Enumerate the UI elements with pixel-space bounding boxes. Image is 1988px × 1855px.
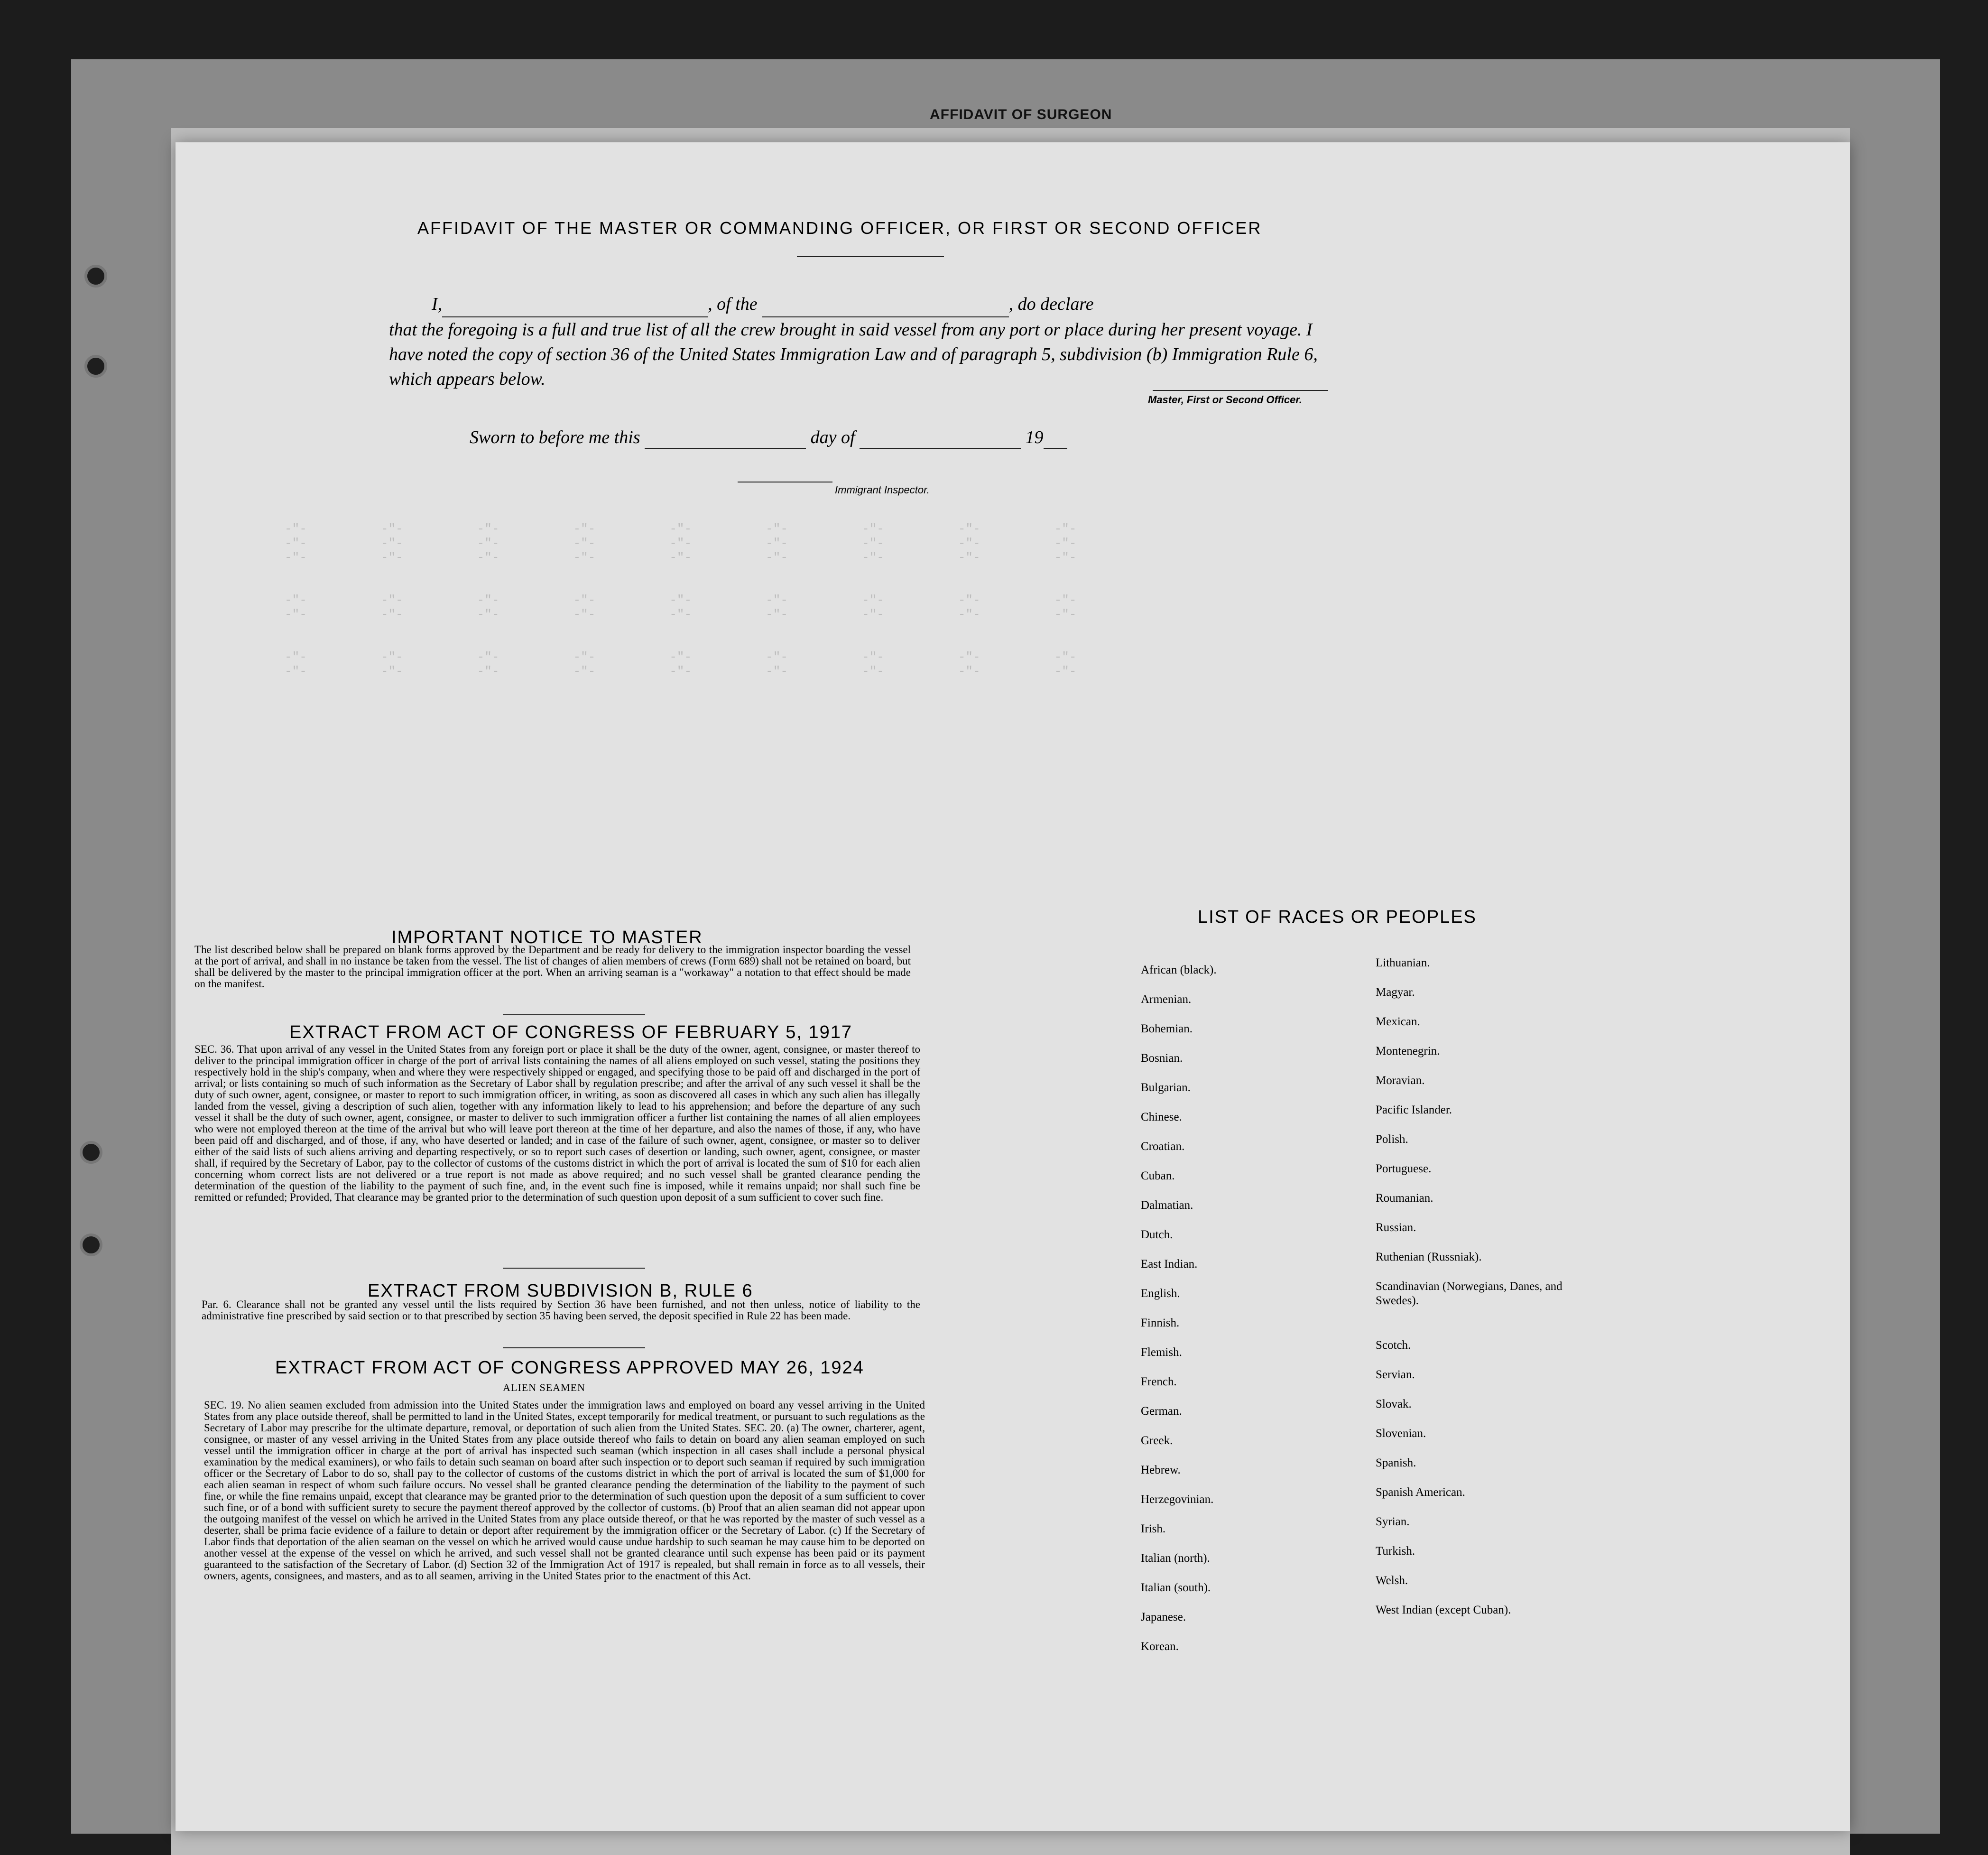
affidavit-title: AFFIDAVIT OF THE MASTER OR COMMANDING OFFICER, OR FIRST OR SECOND OFFICER (417, 218, 1262, 238)
year-blank (1044, 427, 1067, 449)
race-item: Turkish. (1376, 1545, 1415, 1558)
races-right-column (1376, 956, 1565, 1632)
race-item: African (black). (1141, 964, 1217, 976)
title-rule (797, 256, 944, 257)
race-item: Italian (north). (1141, 1552, 1210, 1565)
race-item: Bosnian. (1141, 1052, 1183, 1065)
race-item: Dutch. (1141, 1228, 1173, 1241)
notice-rule (503, 1014, 645, 1015)
race-item: Hebrew. (1141, 1464, 1181, 1476)
notice-title: IMPORTANT NOTICE TO MASTER (391, 928, 703, 947)
race-item: Herzegovinian. (1141, 1493, 1214, 1506)
extract-1917-text: SEC. 36. That upon arrival of any vessel in the United States from any foreign port or place it shall be the duty of the owner, agent, consignee, or master thereof to deliver to the principal immigration officer in charge of the port of arrival lists containing the names of all aliens employed on such vessel, stating the positions they respectively hold in the ship's company, when and where they were respectively shipped or engaged, and specifying those to be paid off and discharged in the port of arrival; or lists containing so much of such information as the Secretary of Labor shall by regulation prescribe; and after the arrival of any such vessel it shall be the duty of such owner, agent, consignee, or master to report to such immigration officer, in writing, as soon as discovered all cases in which any such alien has illegally landed from the vessel, giving a description of such alien, together with any information likely to lead to his apprehension; and before the departure of any such vessel it shall be the duty of such owner, agent, consignee, or master to deliver to such immigration officer a further list containing the names of all alien employees who were not employed thereon at the time of the arrival but who will leave port thereon at the time of her departure, and also the names of those, if any, who have been paid off and discharged, and of those, if any, who have deserted or landed; and in case of the failure of such owner, agent, consignee, or master so to deliver either of the said lists of such aliens arriving and departing respectively, or so to report such cases of desertion or landing, such owner, agent, consignee, or master shall, if required by the Secretary of Labor, pay to the collector of customs of the customs district in which the port of arrival is located the sum of $10 for each alien concerning whom correct lists are not delivered or a true report is not made as above required; and no such vessel shall be granted clearance pending the determination of the question of the liability to the payment of such fine, and, in the event such fine is imposed, while it remains unpaid; nor shall such fine be remitted or refunded; Provided, That clearance may be granted prior to the determination of such question upon deposit of a sum sufficient to cover such fine. (194, 1043, 920, 1203)
race-item: Ruthenian (Russniak). (1376, 1251, 1482, 1263)
race-item: Slovenian. (1376, 1427, 1426, 1440)
sworn-text: Sworn to before me this (470, 427, 640, 447)
binder-hole (84, 265, 107, 288)
race-item: Finnish. (1141, 1317, 1180, 1329)
binder-hole (84, 355, 107, 378)
year-prefix: 19 (1025, 427, 1044, 447)
race-item: East Indian. (1141, 1258, 1198, 1271)
race-item: Welsh. (1376, 1574, 1408, 1587)
inspector-caption: Immigrant Inspector. (835, 484, 930, 496)
month-blank (860, 427, 1021, 449)
race-item: Croatian. (1141, 1140, 1185, 1153)
race-item: German. (1141, 1405, 1182, 1418)
sworn-line (470, 427, 1067, 449)
race-item: Scotch. (1376, 1339, 1411, 1352)
race-item: Dalmatian. (1141, 1199, 1193, 1212)
race-item: Magyar. (1376, 986, 1415, 999)
race-item: Spanish. (1376, 1456, 1416, 1469)
race-item: English. (1141, 1287, 1180, 1300)
extract-rule6-text: Par. 6. Clearance shall not be granted any vessel until the lists required by Section 36 have been furnished, and not then unless, notice of liability to the administrative fine prescribed by said section or to that prescribed by section 35 having been served, the deposit specified in Rule 22 has been made. (202, 1298, 920, 1322)
binder-hole (80, 1234, 102, 1256)
extract-1924-subtitle: ALIEN SEAMEN (503, 1382, 585, 1393)
race-item: Japanese. (1141, 1611, 1186, 1623)
extract-1924-text: SEC. 19. No alien seamen excluded from admission into the United States under the immigration laws and employed on board any vessel arriving in the United States from any place outside thereof, shall be permitted to land in the United States, except temporarily for medical treatment, or pursuant to such regulations as the Secretary of Labor may prescribe for the ultimate departure, removal, or deportation of such alien from the United States. SEC. 20. (a) The owner, charterer, agent, consignee, or master of any vessel arriving in the United States from any place outside thereof who fails to detain on board any alien seaman employed on such vessel until the immigration officer in charge at the port of arrival has inspected such seaman (which inspection in all cases shall include a personal physical examination by the medical examiners), or who fails to detain such seaman on board after such inspection or to deport such seaman if required by such immigration officer or the Secretary of Labor to do so, shall pay to the collector of customs of the customs district in which the port of arrival is located the sum of $1,000 for each alien seaman in respect of whom such failure occurs. No vessel shall be granted clearance pending the determination of the liability to the payment of such fine, or while the fine remains unpaid, except that clearance may be granted prior to the determination of such question upon the deposit of a sum sufficient to cover such fine, or of a bond with sufficient surety to secure the payment thereof approved by the collector of customs. (b) Proof that an alien seaman did not appear upon the outgoing manifest of the vessel on which he arrived in the United States from any place outside thereof, or that he was reported by the master of such vessel as a deserter, shall be prima facie evidence of a failure to detain or deport after requirement by the immigration officer or the Secretary of Labor. (c) If the Secretary of Labor finds that deportation of the alien seaman on the vessel on which he arrived would cause undue hardship to such seaman he may cause him to be deported on another vessel at the expense of the vessel on which he arrived, and such vessel shall not be granted clearance until such expense has been paid or its payment guaranteed to the satisfaction of the Secretary of Labor. (d) Section 32 of the Immigration Act of 1917 is repealed, but shall remain in force as to all vessels, their owners, agents, consignees, and masters, and as to all seamen, arriving in the United States prior to the enactment of this Act. (204, 1399, 925, 1582)
extract-1917-title: EXTRACT FROM ACT OF CONGRESS OF FEBRUARY 5, 1917 (289, 1022, 852, 1042)
race-item: Cuban. (1141, 1169, 1175, 1182)
vessel-blank (762, 292, 1009, 317)
race-item: Spanish American. (1376, 1486, 1465, 1499)
extract-rule6-title: EXTRACT FROM SUBDIVISION B, RULE 6 (368, 1281, 753, 1301)
race-item: Bulgarian. (1141, 1081, 1191, 1094)
declaration-declare: , do declare (1008, 294, 1094, 314)
race-item: Portuguese. (1376, 1162, 1432, 1175)
race-item: Greek. (1141, 1434, 1173, 1447)
race-item: French. (1141, 1375, 1177, 1388)
race-item: Lithuanian. (1376, 956, 1430, 969)
race-item: Irish. (1141, 1522, 1166, 1535)
binder-hole (80, 1141, 102, 1164)
race-item: Russian. (1376, 1221, 1416, 1234)
race-item: Chinese. (1141, 1111, 1182, 1123)
extract-rule6-rule (503, 1347, 645, 1348)
declaration-of-the: , of the (708, 294, 758, 314)
bleed-through-marks: -"- -"- -"- -"- -"- -"- -"- -"- -"- -"- -"- -"- -"- -"- -"- -"- -"- -"- -"- -"- -"- -"- -"- -"- -"- -"- -"- -"- -"- -"- -"- -"- -"- -"- -"- -"- -"- -"- -"- -"- -"- -"- -"- -"- -"- -"- -"- -"- -"- -"- -"- -"- -"- -"- -"- -"- -"- -"- -"- -"- -"- -"- -"- (285, 522, 1077, 678)
race-item: Korean. (1141, 1640, 1179, 1653)
back-sheet-header: AFFIDAVIT OF SURGEON (930, 107, 1112, 122)
race-item: Bohemian. (1141, 1022, 1193, 1035)
name-blank (442, 292, 708, 317)
race-item: Flemish. (1141, 1346, 1182, 1359)
extract-1924-title: EXTRACT FROM ACT OF CONGRESS APPROVED MAY 26, 1924 (275, 1358, 864, 1378)
race-item: Pacific Islander. (1376, 1104, 1452, 1116)
race-item: Mexican. (1376, 1015, 1420, 1028)
race-item: Slovak. (1376, 1398, 1412, 1410)
declaration-i: I, (432, 294, 443, 314)
day-of-text: day of (810, 427, 855, 447)
race-item: Scandinavian (Norwegians, Danes, and Swedes). (1376, 1280, 1563, 1307)
race-item: West Indian (except Cuban). (1376, 1604, 1511, 1616)
date-blank (645, 427, 806, 449)
race-item: Moravian. (1376, 1074, 1425, 1087)
race-item: Montenegrin. (1376, 1045, 1440, 1057)
signature-line (1153, 390, 1328, 391)
race-item: Syrian. (1376, 1515, 1410, 1528)
race-item: Roumanian. (1376, 1192, 1433, 1205)
signature-caption: Master, First or Second Officer. (1148, 394, 1302, 406)
race-item: Italian (south). (1141, 1581, 1211, 1594)
race-item: Servian. (1376, 1368, 1415, 1381)
declaration-body: that the foregoing is a full and true list of all the crew brought in said vessel from any port or place during her present voyage. I have noted the copy of section 36 of the United States Immigration Law and of paragraph 5, subdivision (b) Immigration Rule 6, which appears below. (389, 320, 1318, 389)
notice-text: The list described below shall be prepared on blank forms approved by the Department and be ready for delivery to the immigration inspector boarding the vessel at the port of arrival, and shall in no instance be taken from the vessel. The list of changes of alien members of crews (Form 689) shall not be retained on board, but shall be delivered by the master to the principal immigration officer at the port. When an arriving seaman is a "workaway" a notation to that effect should be made on the manifest. (194, 944, 911, 990)
races-title: LIST OF RACES OR PEOPLES (1198, 907, 1477, 927)
races-left-column (1141, 963, 1217, 1669)
declaration-text (389, 292, 1338, 391)
race-item: Armenian. (1141, 993, 1192, 1006)
extract-1917-rule (503, 1268, 645, 1269)
race-item: Polish. (1376, 1133, 1408, 1146)
